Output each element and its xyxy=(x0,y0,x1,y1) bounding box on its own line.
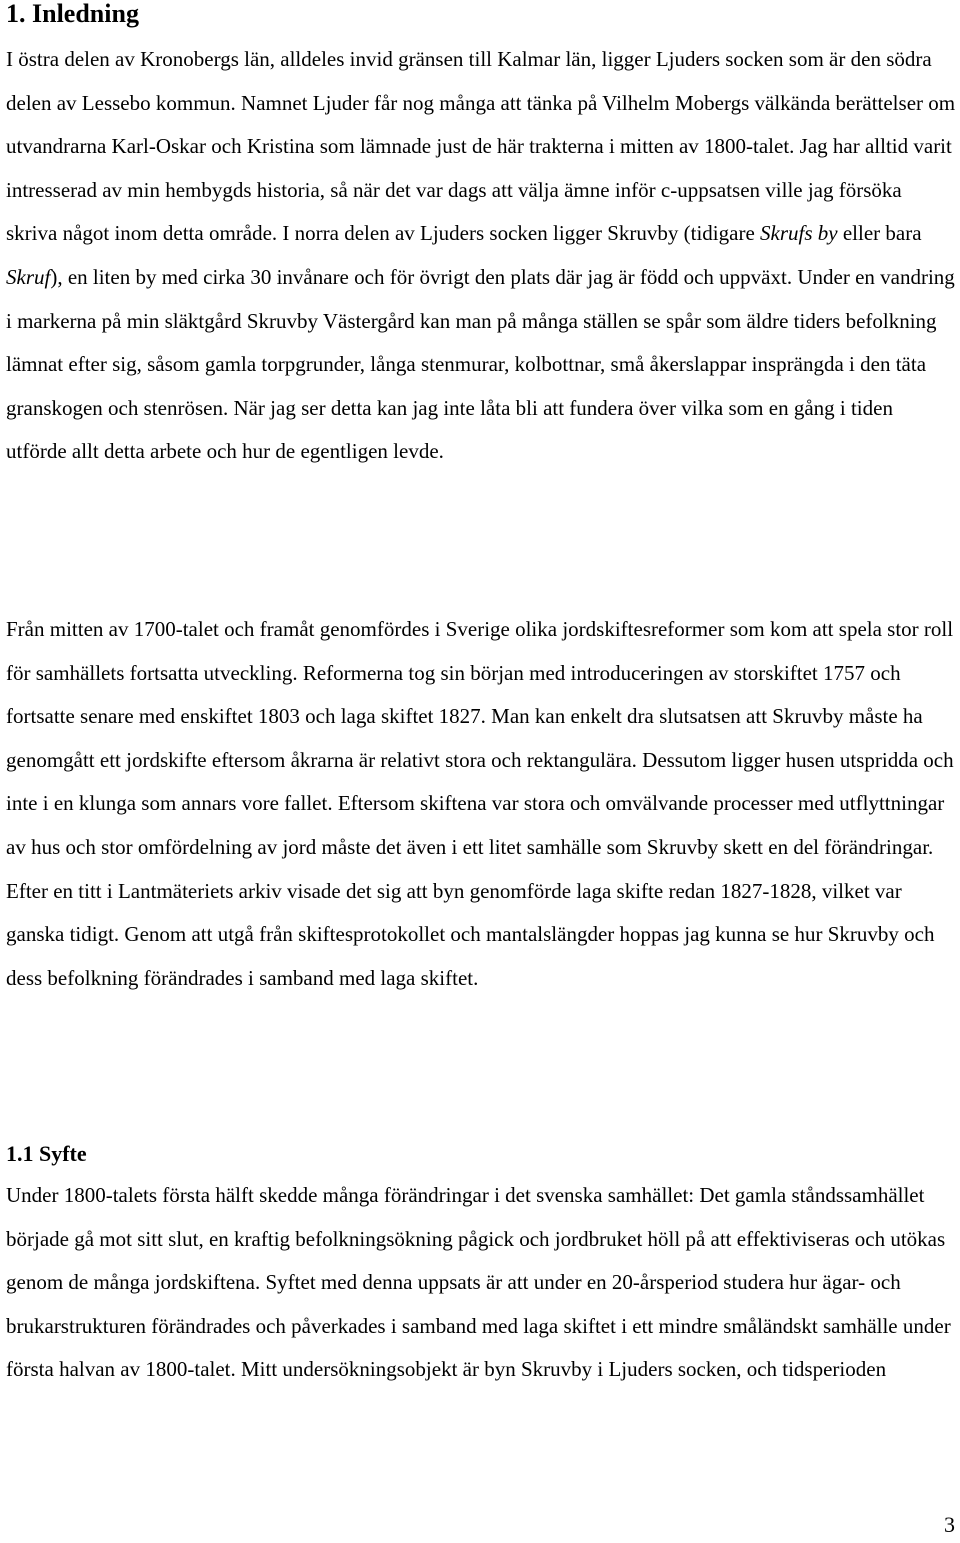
paragraph-jordskifte: Från mitten av 1700-talet och framåt genomfördes i Sverige olika jordskiftesreformer som kom att spela stor roll för samhällets fortsatta utveckling. Reformerna tog sin början med introduceringen av storskiftet 1757 och fortsatte senare med enskiftet 1803 och laga skiftet 1827. Man kan enkelt dra slutsatsen att Skruvby måste ha genomgått ett jordskifte eftersom åkrarna är relativt stora och rektangulära. Dessutom ligger husen utspridda och inte i en klunga som annars vore fallet. Eftersom skiftena var stora och omvälvande processer med utflyttningar av hus och stor omfördelning av jord måste det även i ett litet samhälle som Skruvby skett en del förändringar. Efter en titt i Lantmäteriets arkiv visade det sig att byn genomförde laga skifte redan 1827-1828, vilket var ganska tidigt. Genom att utgå från skiftesprotokollet och mantalslängder hoppas jag kunna se hur Skruvby och dess befolkning förändrades i samband med laga skiftet. xyxy=(6,617,954,990)
paragraph-intro-text-2: eller bara xyxy=(837,221,922,246)
paragraph-intro-text-3: ), en liten by med cirka 30 invånare och för övrigt den plats där jag är född och uppväxt. Under en vandring i markerna på min släktgård Skruvby Västergård kan man på många ställen se spår som äldre tiders befolkning lämnat efter sig, såsom gamla torpgrunder, långa stenmurar, kolbottnar, små åkerslappar insprängda i den täta granskogen och stenrösen. När jag ser detta kan jag inte låta bli att fundera över vilka som en gång i tiden utförde allt detta arbete och hur de egentligen levde. xyxy=(6,264,955,464)
paragraph-intro-italic-skruf: Skruf xyxy=(6,264,51,289)
paragraph-intro-text-1: I östra delen av Kronobergs län, alldeles invid gränsen till Kalmar län, ligger Ljuders socken som är den södra delen av Lessebo kommun. Namnet Ljuder får nog många att tänka på Vilhelm Mobergs välkända berättelser om utvandrarna Karl-Oskar och Kristina som lämnade just de här trakterna i mitten av 1800-talet. Jag har alltid varit intresserad av min hembygds historia, så när det var dags att välja ämne inför c-uppsatsen ville jag försöka skriva något inom detta område. I norra delen av Ljuders socken ligger Skruvby (tidigare xyxy=(6,47,956,246)
section-heading-inledning: 1. Inledning xyxy=(6,0,139,28)
section-heading-syfte: 1.1 Syfte xyxy=(6,1141,87,1166)
page-number: 3 xyxy=(944,1512,955,1537)
paragraph-intro xyxy=(6,38,956,474)
paragraph-syfte: Under 1800-talets första hälft skedde många förändringar i det svenska samhället: Det gamla ståndssamhället började gå mot sitt slut, en kraftig befolkningsökning pågick och jordbruket höll på att effektiviseras och utökas genom de många jordskiftena. Syftet med denna uppsats är att under en 20-årsperiod studera hur ägar- och brukarstrukturen förändrades och påverkades i samband med laga skiftet i ett mindre småländskt samhälle under första halvan av 1800-talet. Mitt undersökningsobjekt är byn Skruvby i Ljuders socken, och tidsperioden xyxy=(6,1183,951,1382)
paragraph-intro-italic-skrufs-by: Skrufs by xyxy=(760,221,838,246)
